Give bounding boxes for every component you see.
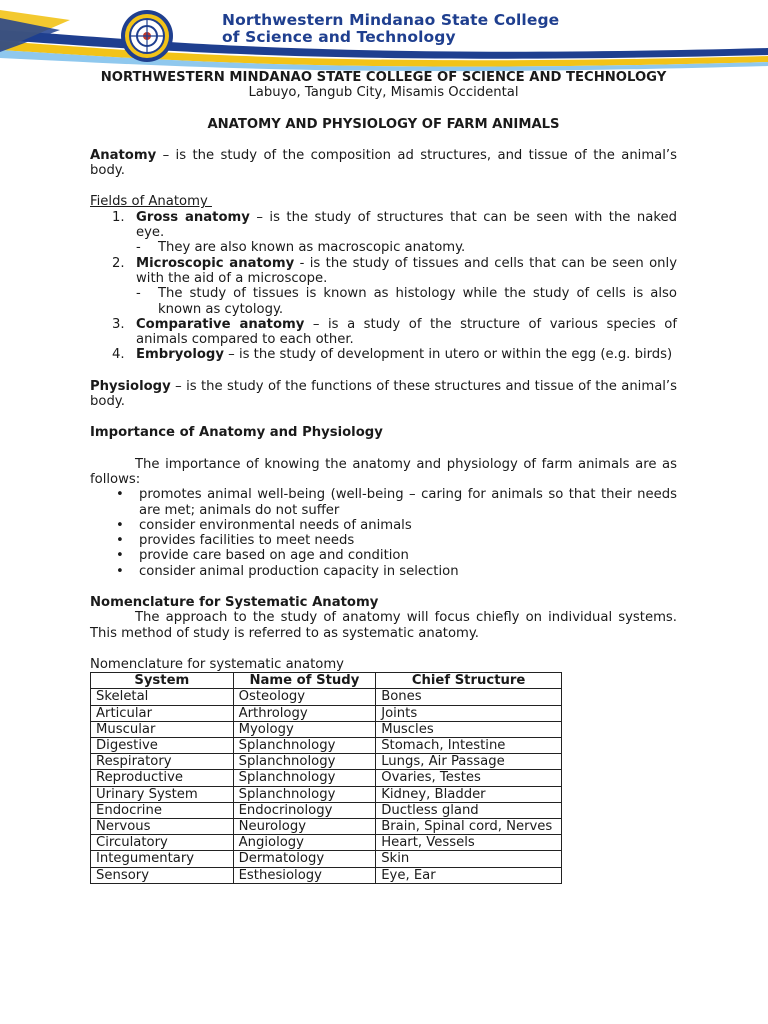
header-banner (0, 0, 768, 78)
field-term: Embryology (136, 347, 224, 363)
bullet-item (90, 518, 677, 533)
dash-marker: - (136, 286, 141, 302)
bullet-marker: • (116, 517, 124, 533)
nomenclature-heading: Nomenclature for Systematic Anatomy (90, 595, 379, 611)
list-item (90, 347, 677, 362)
sub-item-text: They are also known as macroscopic anatomy. (158, 240, 466, 256)
college-name-line1: Northwestern Mindanao State College (222, 11, 560, 29)
anatomy-term: Anatomy (90, 147, 157, 163)
table-row (91, 786, 562, 802)
fields-list (90, 210, 677, 363)
table-header-row (91, 673, 562, 689)
bullet-marker: • (116, 563, 124, 579)
table-row (91, 738, 562, 754)
table-cell: Bones (376, 689, 562, 705)
table-cell: Muscles (376, 721, 562, 737)
sub-list (136, 240, 677, 255)
physiology-term: Physiology (90, 378, 171, 394)
college-name-banner (222, 12, 559, 46)
importance-section (90, 457, 677, 579)
document-body (90, 70, 677, 884)
table-row (91, 705, 562, 721)
list-item (90, 256, 677, 317)
table-cell: Urinary System (91, 786, 234, 802)
field-definition: - is the study of tissues and cells that can be seen only with the aid of a microscope. (136, 255, 677, 286)
table-cell: Ovaries, Testes (376, 770, 562, 786)
list-number: 3. (112, 316, 125, 332)
field-term: Microscopic anatomy (136, 255, 295, 271)
table-row (91, 819, 562, 835)
list-number: 2. (112, 255, 125, 271)
table-cell: Kidney, Bladder (376, 786, 562, 802)
table-row (91, 689, 562, 705)
table-row (91, 721, 562, 737)
table-row (91, 835, 562, 851)
list-number: 4. (112, 347, 125, 363)
table-cell: Stomach, Intestine (376, 738, 562, 754)
bullet-marker: • (116, 487, 124, 503)
fields-heading: Fields of Anatomy (90, 194, 212, 210)
anatomy-definition-text: – is the study of the composition ad structures, and tissue of the animal’s body. (90, 147, 677, 179)
bullet-marker: • (116, 533, 124, 549)
table-cell: Articular (91, 705, 234, 721)
list-item (90, 317, 677, 348)
column-header: Name of Study (233, 673, 376, 689)
fields-section (90, 194, 677, 362)
table-cell: Neurology (233, 819, 376, 835)
nomenclature-section (90, 595, 677, 641)
field-definition: – is a study of the structure of various species of animals compared to each other. (136, 316, 677, 348)
table-row (91, 802, 562, 818)
table-cell: Ductless gland (376, 802, 562, 818)
table-cell: Muscular (91, 721, 234, 737)
column-header: System (91, 673, 234, 689)
table-cell: Eye, Ear (376, 867, 562, 883)
importance-intro: The importance of knowing the anatomy and physiology of farm animals are as follows: (90, 456, 677, 487)
table-cell: Brain, Spinal cord, Nerves (376, 819, 562, 835)
institution-title: NORTHWESTERN MINDANAO STATE COLLEGE OF SCIENCE AND TECHNOLOGY (100, 70, 667, 85)
table-cell: Splanchnology (233, 738, 376, 754)
table-cell: Heart, Vessels (376, 835, 562, 851)
importance-heading: Importance of Anatomy and Physiology (90, 425, 383, 441)
bullet-text: consider animal production capacity in selection (139, 563, 459, 579)
bullet-item (90, 564, 677, 579)
table-cell: Integumentary (91, 851, 234, 867)
table-cell: Circulatory (91, 835, 234, 851)
list-item (90, 210, 677, 256)
bullet-item (90, 548, 677, 563)
table-cell: Sensory (91, 867, 234, 883)
sub-list (136, 286, 677, 317)
table-caption: Nomenclature for systematic anatomy (90, 656, 344, 672)
table-cell: Angiology (233, 835, 376, 851)
bullet-text: provide care based on age and condition (139, 548, 409, 564)
table-cell: Splanchnology (233, 786, 376, 802)
table-section (90, 657, 677, 884)
college-seal-icon (120, 9, 174, 63)
table-row (91, 867, 562, 883)
bullet-text: promotes animal well-being (well-being – caring for animals so that their needs are met; animals do not suffer (139, 487, 677, 518)
table-cell: Endocrine (91, 802, 234, 818)
anatomy-definition (90, 148, 677, 179)
bullet-text: provides facilities to meet needs (139, 533, 355, 549)
importance-bullets (90, 487, 677, 579)
table-cell: Osteology (233, 689, 376, 705)
bullet-marker: • (116, 548, 124, 564)
nomenclature-table (90, 672, 562, 884)
field-term: Comparative anatomy (136, 316, 305, 332)
table-row (91, 754, 562, 770)
nomenclature-intro: The approach to the study of anatomy will focus chiefly on individual systems. This method of study is referred to as systematic anatomy. (90, 610, 677, 641)
institution-address: Labuyo, Tangub City, Misamis Occidental (248, 85, 519, 101)
physiology-definition (90, 379, 677, 410)
sub-list-item (90, 286, 677, 317)
college-name-line2: of Science and Technology (222, 28, 456, 46)
dash-marker: - (136, 240, 141, 256)
table-cell: Myology (233, 721, 376, 737)
table-cell: Splanchnology (233, 754, 376, 770)
bullet-item (90, 487, 677, 518)
table-cell: Arthrology (233, 705, 376, 721)
column-header: Chief Structure (376, 673, 562, 689)
sub-item-text: The study of tissues is known as histology while the study of cells is also known as cytology. (158, 286, 677, 317)
table-body (91, 689, 562, 883)
table-row (91, 770, 562, 786)
list-number: 1. (112, 209, 125, 225)
table-cell: Skeletal (91, 689, 234, 705)
title-block (90, 70, 677, 101)
table-row (91, 851, 562, 867)
table-cell: Respiratory (91, 754, 234, 770)
physiology-definition-text: – is the study of the functions of these structures and tissue of the animal’s body. (90, 378, 677, 410)
table-cell: Nervous (91, 819, 234, 835)
field-definition: – is the study of development in utero or within the egg (e.g. birds) (223, 347, 673, 363)
table-cell: Splanchnology (233, 770, 376, 786)
table-cell: Reproductive (91, 770, 234, 786)
table-cell: Esthesiology (233, 867, 376, 883)
table-cell: Endocrinology (233, 802, 376, 818)
field-term: Gross anatomy (136, 209, 250, 225)
bullet-item (90, 533, 677, 548)
table-cell: Lungs, Air Passage (376, 754, 562, 770)
document-title: ANATOMY AND PHYSIOLOGY OF FARM ANIMALS (207, 116, 560, 132)
table-cell: Digestive (91, 738, 234, 754)
table-cell: Joints (376, 705, 562, 721)
field-definition: – is the study of structures that can be seen with the naked eye. (136, 209, 677, 241)
bullet-text: consider environmental needs of animals (139, 517, 412, 533)
sub-list-item (90, 240, 677, 255)
table-cell: Dermatology (233, 851, 376, 867)
table-cell: Skin (376, 851, 562, 867)
